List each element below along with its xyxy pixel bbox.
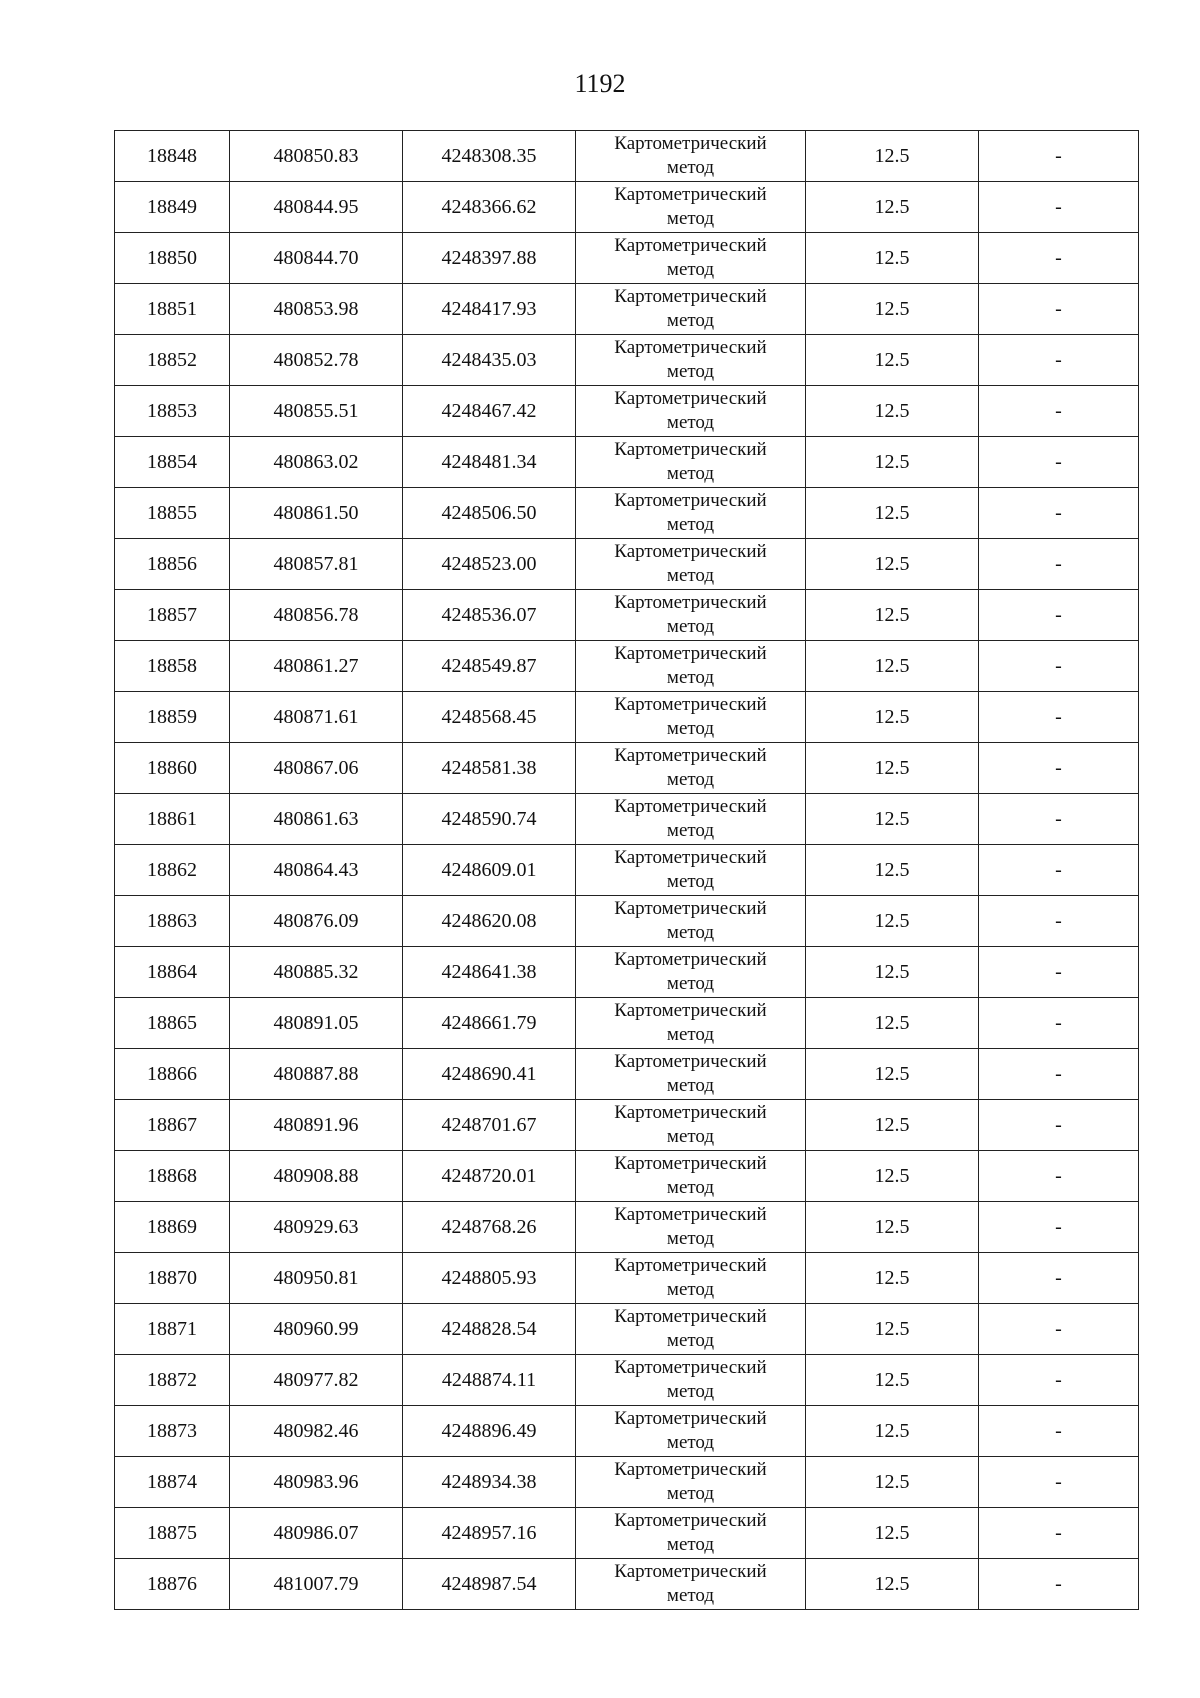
method-cell: [576, 1202, 806, 1253]
y-coordinate-cell: 4248366.62: [403, 182, 576, 233]
method-text-line: Картометрический: [614, 337, 767, 358]
y-coordinate-cell: 4248590.74: [403, 794, 576, 845]
y-coordinate-cell: 4248661.79: [403, 998, 576, 1049]
method-cell: [576, 692, 806, 743]
point-number-cell: 18855: [115, 488, 230, 539]
point-number-cell: 18876: [115, 1559, 230, 1610]
note-cell: -: [979, 998, 1139, 1049]
point-number-cell: 18859: [115, 692, 230, 743]
note-cell: -: [979, 590, 1139, 641]
method-text-line: Картометрический: [614, 1204, 767, 1225]
method-text-line: Картометрический: [614, 1153, 767, 1174]
method-text-line: метод: [666, 157, 715, 178]
table-row: [115, 692, 1139, 743]
y-coordinate-cell: 4248568.45: [403, 692, 576, 743]
method-text-line: метод: [666, 871, 715, 892]
method-cell: [576, 233, 806, 284]
accuracy-cell: 12.5: [806, 590, 979, 641]
method-text-line: метод: [666, 667, 715, 688]
method-text-line: метод: [666, 1483, 715, 1504]
accuracy-cell: 12.5: [806, 1100, 979, 1151]
accuracy-cell: 12.5: [806, 743, 979, 794]
table-row: [115, 1049, 1139, 1100]
method-text-line: Картометрический: [614, 1255, 767, 1276]
table-row: [115, 284, 1139, 335]
note-cell: -: [979, 1202, 1139, 1253]
x-coordinate-cell: 480986.07: [230, 1508, 403, 1559]
method-text-line: метод: [666, 718, 715, 739]
method-text-line: метод: [666, 820, 715, 841]
method-cell: [576, 1100, 806, 1151]
method-cell: [576, 182, 806, 233]
y-coordinate-cell: 4248641.38: [403, 947, 576, 998]
point-number-cell: 18863: [115, 896, 230, 947]
x-coordinate-cell: 480983.96: [230, 1457, 403, 1508]
accuracy-cell: 12.5: [806, 1457, 979, 1508]
point-number-cell: 18852: [115, 335, 230, 386]
method-text-line: Картометрический: [614, 133, 767, 154]
method-cell: [576, 1559, 806, 1610]
note-cell: -: [979, 386, 1139, 437]
note-cell: -: [979, 131, 1139, 182]
x-coordinate-cell: 480867.06: [230, 743, 403, 794]
accuracy-cell: 12.5: [806, 692, 979, 743]
y-coordinate-cell: 4248934.38: [403, 1457, 576, 1508]
note-cell: -: [979, 1304, 1139, 1355]
method-text-line: метод: [666, 1279, 715, 1300]
method-text-line: Картометрический: [614, 235, 767, 256]
method-cell: [576, 386, 806, 437]
y-coordinate-cell: 4248690.41: [403, 1049, 576, 1100]
point-number-cell: 18853: [115, 386, 230, 437]
method-text-line: Картометрический: [614, 898, 767, 919]
x-coordinate-cell: 480861.27: [230, 641, 403, 692]
method-cell: [576, 1304, 806, 1355]
coordinates-table: [114, 130, 1139, 1610]
point-number-cell: 18866: [115, 1049, 230, 1100]
method-cell: [576, 590, 806, 641]
method-cell: [576, 1457, 806, 1508]
table-row: [115, 386, 1139, 437]
method-text-line: метод: [666, 565, 715, 586]
method-text-line: метод: [666, 1024, 715, 1045]
table-body: [115, 131, 1139, 1610]
point-number-cell: 18874: [115, 1457, 230, 1508]
x-coordinate-cell: 480977.82: [230, 1355, 403, 1406]
accuracy-cell: 12.5: [806, 284, 979, 335]
note-cell: -: [979, 1508, 1139, 1559]
accuracy-cell: 12.5: [806, 182, 979, 233]
y-coordinate-cell: 4248435.03: [403, 335, 576, 386]
table-row: [115, 794, 1139, 845]
method-text-line: метод: [666, 922, 715, 943]
x-coordinate-cell: 480857.81: [230, 539, 403, 590]
accuracy-cell: 12.5: [806, 1151, 979, 1202]
note-cell: -: [979, 1355, 1139, 1406]
y-coordinate-cell: 4248581.38: [403, 743, 576, 794]
method-cell: [576, 1253, 806, 1304]
x-coordinate-cell: 480876.09: [230, 896, 403, 947]
point-number-cell: 18865: [115, 998, 230, 1049]
accuracy-cell: 12.5: [806, 1355, 979, 1406]
method-text-line: метод: [666, 1126, 715, 1147]
y-coordinate-cell: 4248987.54: [403, 1559, 576, 1610]
method-text-line: метод: [666, 1075, 715, 1096]
method-cell: [576, 488, 806, 539]
note-cell: -: [979, 896, 1139, 947]
x-coordinate-cell: 480929.63: [230, 1202, 403, 1253]
note-cell: -: [979, 1406, 1139, 1457]
method-text-line: метод: [666, 208, 715, 229]
note-cell: -: [979, 1151, 1139, 1202]
point-number-cell: 18858: [115, 641, 230, 692]
method-text-line: Картометрический: [614, 1102, 767, 1123]
method-text-line: метод: [666, 1177, 715, 1198]
method-cell: [576, 539, 806, 590]
note-cell: -: [979, 488, 1139, 539]
accuracy-cell: 12.5: [806, 1049, 979, 1100]
accuracy-cell: 12.5: [806, 488, 979, 539]
method-text-line: Картометрический: [614, 1306, 767, 1327]
method-text-line: Картометрический: [614, 1408, 767, 1429]
accuracy-cell: 12.5: [806, 641, 979, 692]
method-text-line: метод: [666, 1330, 715, 1351]
point-number-cell: 18856: [115, 539, 230, 590]
note-cell: -: [979, 743, 1139, 794]
method-text-line: Картометрический: [614, 1357, 767, 1378]
point-number-cell: 18851: [115, 284, 230, 335]
accuracy-cell: 12.5: [806, 896, 979, 947]
point-number-cell: 18869: [115, 1202, 230, 1253]
method-cell: [576, 794, 806, 845]
x-coordinate-cell: 480891.96: [230, 1100, 403, 1151]
method-cell: [576, 131, 806, 182]
point-number-cell: 18857: [115, 590, 230, 641]
method-cell: [576, 641, 806, 692]
y-coordinate-cell: 4248701.67: [403, 1100, 576, 1151]
accuracy-cell: 12.5: [806, 1253, 979, 1304]
point-number-cell: 18850: [115, 233, 230, 284]
method-text-line: Картометрический: [614, 694, 767, 715]
method-text-line: Картометрический: [614, 847, 767, 868]
method-text-line: Картометрический: [614, 1561, 767, 1582]
y-coordinate-cell: 4248720.01: [403, 1151, 576, 1202]
method-text-line: метод: [666, 310, 715, 331]
method-text-line: Картометрический: [614, 490, 767, 511]
note-cell: -: [979, 182, 1139, 233]
method-text-line: метод: [666, 463, 715, 484]
method-text-line: Картометрический: [614, 184, 767, 205]
method-text-line: Картометрический: [614, 1000, 767, 1021]
table-row: [115, 641, 1139, 692]
page-number: 1192: [574, 69, 626, 98]
note-cell: -: [979, 947, 1139, 998]
note-cell: -: [979, 641, 1139, 692]
note-cell: -: [979, 692, 1139, 743]
note-cell: -: [979, 1559, 1139, 1610]
note-cell: -: [979, 1100, 1139, 1151]
point-number-cell: 18849: [115, 182, 230, 233]
method-cell: [576, 1151, 806, 1202]
accuracy-cell: 12.5: [806, 437, 979, 488]
table-row: [115, 1202, 1139, 1253]
method-text-line: Картометрический: [614, 949, 767, 970]
method-text-line: Картометрический: [614, 286, 767, 307]
x-coordinate-cell: 480908.88: [230, 1151, 403, 1202]
method-text-line: метод: [666, 514, 715, 535]
table-row: [115, 590, 1139, 641]
method-text-line: метод: [666, 1432, 715, 1453]
note-cell: -: [979, 794, 1139, 845]
y-coordinate-cell: 4248506.50: [403, 488, 576, 539]
x-coordinate-cell: 480856.78: [230, 590, 403, 641]
accuracy-cell: 12.5: [806, 539, 979, 590]
x-coordinate-cell: 480852.78: [230, 335, 403, 386]
method-cell: [576, 284, 806, 335]
y-coordinate-cell: 4248397.88: [403, 233, 576, 284]
accuracy-cell: 12.5: [806, 1508, 979, 1559]
table-row: [115, 1100, 1139, 1151]
point-number-cell: 18875: [115, 1508, 230, 1559]
y-coordinate-cell: 4248896.49: [403, 1406, 576, 1457]
method-cell: [576, 1049, 806, 1100]
point-number-cell: 18871: [115, 1304, 230, 1355]
accuracy-cell: 12.5: [806, 131, 979, 182]
table-row: [115, 233, 1139, 284]
x-coordinate-cell: 480982.46: [230, 1406, 403, 1457]
method-cell: [576, 335, 806, 386]
y-coordinate-cell: 4248768.26: [403, 1202, 576, 1253]
x-coordinate-cell: 480885.32: [230, 947, 403, 998]
x-coordinate-cell: 480844.70: [230, 233, 403, 284]
y-coordinate-cell: 4248957.16: [403, 1508, 576, 1559]
table-row: [115, 335, 1139, 386]
accuracy-cell: 12.5: [806, 845, 979, 896]
note-cell: -: [979, 539, 1139, 590]
method-text-line: метод: [666, 1585, 715, 1606]
table-row: [115, 947, 1139, 998]
x-coordinate-cell: 480844.95: [230, 182, 403, 233]
method-text-line: метод: [666, 361, 715, 382]
method-text-line: метод: [666, 1228, 715, 1249]
table-row: [115, 1508, 1139, 1559]
point-number-cell: 18873: [115, 1406, 230, 1457]
table-row: [115, 182, 1139, 233]
accuracy-cell: 12.5: [806, 794, 979, 845]
table-row: [115, 1151, 1139, 1202]
table-row: [115, 1355, 1139, 1406]
point-number-cell: 18860: [115, 743, 230, 794]
y-coordinate-cell: 4248523.00: [403, 539, 576, 590]
method-cell: [576, 998, 806, 1049]
y-coordinate-cell: 4248308.35: [403, 131, 576, 182]
table-row: [115, 131, 1139, 182]
method-text-line: Картометрический: [614, 745, 767, 766]
method-text-line: метод: [666, 973, 715, 994]
method-cell: [576, 1508, 806, 1559]
x-coordinate-cell: 480863.02: [230, 437, 403, 488]
method-cell: [576, 845, 806, 896]
note-cell: -: [979, 1049, 1139, 1100]
y-coordinate-cell: 4248828.54: [403, 1304, 576, 1355]
table-row: [115, 1304, 1139, 1355]
method-text-line: Картометрический: [614, 592, 767, 613]
point-number-cell: 18848: [115, 131, 230, 182]
table-row: [115, 845, 1139, 896]
y-coordinate-cell: 4248609.01: [403, 845, 576, 896]
method-text-line: метод: [666, 1534, 715, 1555]
x-coordinate-cell: 480960.99: [230, 1304, 403, 1355]
method-text-line: Картометрический: [614, 541, 767, 562]
y-coordinate-cell: 4248536.07: [403, 590, 576, 641]
table-row: [115, 437, 1139, 488]
y-coordinate-cell: 4248467.42: [403, 386, 576, 437]
method-cell: [576, 1406, 806, 1457]
method-text-line: Картометрический: [614, 439, 767, 460]
x-coordinate-cell: 480950.81: [230, 1253, 403, 1304]
method-cell: [576, 743, 806, 794]
method-text-line: метод: [666, 1381, 715, 1402]
x-coordinate-cell: 480855.51: [230, 386, 403, 437]
table-row: [115, 1406, 1139, 1457]
note-cell: -: [979, 437, 1139, 488]
method-text-line: Картометрический: [614, 1051, 767, 1072]
accuracy-cell: 12.5: [806, 947, 979, 998]
table-row: [115, 1253, 1139, 1304]
y-coordinate-cell: 4248549.87: [403, 641, 576, 692]
table-row: [115, 539, 1139, 590]
y-coordinate-cell: 4248620.08: [403, 896, 576, 947]
y-coordinate-cell: 4248481.34: [403, 437, 576, 488]
x-coordinate-cell: 480861.50: [230, 488, 403, 539]
table-row: [115, 896, 1139, 947]
accuracy-cell: 12.5: [806, 1406, 979, 1457]
table-row: [115, 488, 1139, 539]
x-coordinate-cell: 480864.43: [230, 845, 403, 896]
accuracy-cell: 12.5: [806, 1559, 979, 1610]
point-number-cell: 18870: [115, 1253, 230, 1304]
accuracy-cell: 12.5: [806, 386, 979, 437]
table-row: [115, 1457, 1139, 1508]
note-cell: -: [979, 1253, 1139, 1304]
method-cell: [576, 896, 806, 947]
method-cell: [576, 437, 806, 488]
note-cell: -: [979, 1457, 1139, 1508]
method-text-line: Картометрический: [614, 796, 767, 817]
method-text-line: метод: [666, 616, 715, 637]
x-coordinate-cell: 480887.88: [230, 1049, 403, 1100]
accuracy-cell: 12.5: [806, 1202, 979, 1253]
point-number-cell: 18868: [115, 1151, 230, 1202]
method-text-line: Картометрический: [614, 388, 767, 409]
table-row: [115, 1559, 1139, 1610]
method-text-line: Картометрический: [614, 643, 767, 664]
y-coordinate-cell: 4248805.93: [403, 1253, 576, 1304]
point-number-cell: 18867: [115, 1100, 230, 1151]
table-row: [115, 998, 1139, 1049]
x-coordinate-cell: 480861.63: [230, 794, 403, 845]
x-coordinate-cell: 480850.83: [230, 131, 403, 182]
point-number-cell: 18872: [115, 1355, 230, 1406]
accuracy-cell: 12.5: [806, 998, 979, 1049]
point-number-cell: 18864: [115, 947, 230, 998]
y-coordinate-cell: 4248417.93: [403, 284, 576, 335]
method-text-line: метод: [666, 412, 715, 433]
method-text-line: Картометрический: [614, 1510, 767, 1531]
note-cell: -: [979, 284, 1139, 335]
y-coordinate-cell: 4248874.11: [403, 1355, 576, 1406]
note-cell: -: [979, 845, 1139, 896]
x-coordinate-cell: 481007.79: [230, 1559, 403, 1610]
x-coordinate-cell: 480891.05: [230, 998, 403, 1049]
method-cell: [576, 1355, 806, 1406]
point-number-cell: 18862: [115, 845, 230, 896]
method-cell: [576, 947, 806, 998]
x-coordinate-cell: 480853.98: [230, 284, 403, 335]
point-number-cell: 18861: [115, 794, 230, 845]
accuracy-cell: 12.5: [806, 335, 979, 386]
accuracy-cell: 12.5: [806, 233, 979, 284]
x-coordinate-cell: 480871.61: [230, 692, 403, 743]
note-cell: -: [979, 233, 1139, 284]
note-cell: -: [979, 335, 1139, 386]
method-text-line: метод: [666, 259, 715, 280]
method-text-line: метод: [666, 769, 715, 790]
method-text-line: Картометрический: [614, 1459, 767, 1480]
point-number-cell: 18854: [115, 437, 230, 488]
accuracy-cell: 12.5: [806, 1304, 979, 1355]
table-row: [115, 743, 1139, 794]
